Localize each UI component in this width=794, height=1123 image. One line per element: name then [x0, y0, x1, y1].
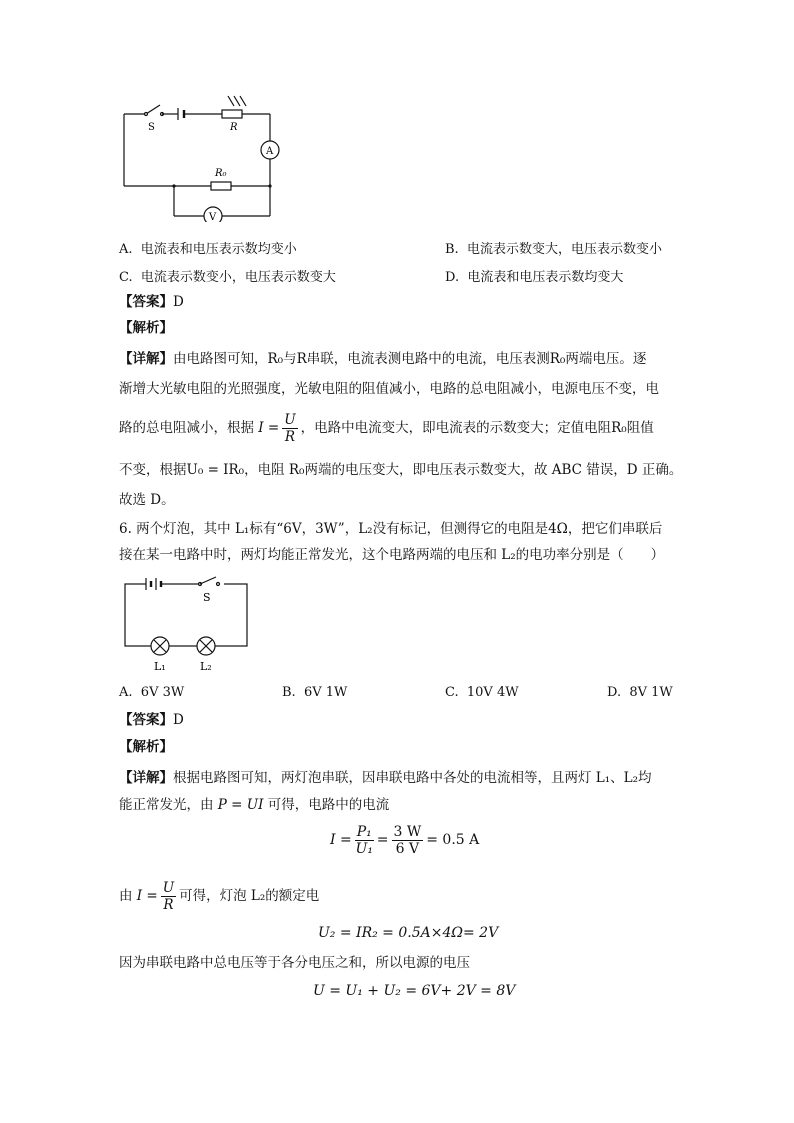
- q6-equation-current: I = $\frac{\text{P₁}}{\text{U₁}}$ = $\frac{3 W}{6 V}$ = 0.5 A: [330, 823, 480, 857]
- q6-detail-line-4: 因为串联电路中总电压等于各分电压之和，所以电源的电压: [119, 955, 470, 971]
- q5-detail-line-3: 路的总电阻减小，根据 I = $\frac{U}{R}$ ，电路中电流变大，即电流表的示数变大；定值电阻R₀阻值: [119, 412, 654, 445]
- q5-detail-line-2: 渐增大光敏电阻的光照强度，光敏电阻的阻值减小，电路的总电阻减小，电源电压不变，电: [119, 381, 659, 397]
- q5-option-d: D. 电流表和电压表示数均变大: [445, 270, 624, 285]
- q5-answer: 【答案】D: [119, 294, 184, 310]
- fixed-resistor-label: R₀: [215, 168, 227, 179]
- q6-option-b: B. 6V 1W: [282, 685, 348, 700]
- circuit-diagram-1: [118, 92, 288, 222]
- q6-detail-line-3: 由 I = $\frac{U}{R}$ 可得，灯泡 L₂的额定电: [119, 880, 320, 913]
- photoresistor-label: R: [230, 122, 238, 133]
- q6-option-d: D. 8V 1W: [607, 685, 673, 700]
- q5-option-b: B. 电流表示数变大，电压表示数变小: [445, 242, 662, 257]
- lamp2-label: L₂: [200, 660, 212, 673]
- q6-analysis-tag: 【解析】: [119, 739, 173, 755]
- q6-detail-line-2: 能正常发光，由 P = UI 可得，电路中的电流: [119, 797, 390, 813]
- q6-answer: 【答案】D: [119, 712, 184, 728]
- q5-detail-line-5: 故选 D。: [119, 492, 175, 508]
- ammeter-label: A: [266, 146, 274, 157]
- q6-option-c: C. 10V 4W: [445, 685, 519, 700]
- q5-detail-line-1: 【详解】由电路图可知，R₀与R串联，电流表测电路中的电流，电压表测R₀两端电压。逐: [119, 351, 647, 367]
- q6-stem-line-1: 6. 两个灯泡，其中 L₁标有“6V，3W”，L₂没有标记，但测得它的电阻是4Ω，把它们串联后: [119, 521, 663, 537]
- q5-detail-line-4: 不变，根据U₀ = IR₀，电阻 R₀两端的电压变大，即电压表示数变大，故 ABC 错误，D 正确。: [119, 462, 683, 478]
- q6-switch-label: S: [203, 591, 211, 604]
- q5-option-c: C. 电流表示数变小，电压表示数变大: [119, 270, 336, 285]
- q6-stem-line-2: 接在某一电路中时，两灯均能正常发光，这个电路两端的电压和 L₂的电功率分别是（ ）: [119, 547, 665, 563]
- lamp1-label: L₁: [154, 660, 166, 673]
- circuit-diagram-2: [120, 574, 255, 674]
- q6-option-a: A. 6V 3W: [119, 685, 185, 700]
- q6-detail-line-1: 【详解】根据电路图可知，两灯泡串联，因串联电路中各处的电流相等，且两灯 L₁、L₂均: [119, 770, 652, 786]
- q5-option-a: A. 电流表和电压表示数均变小: [119, 242, 297, 257]
- q6-equation-voltage-l2: U₂ = IR₂ = 0.5A×4Ω= 2V: [318, 925, 499, 941]
- q6-equation-total-voltage: U = U₁ + U₂ = 6V+ 2V = 8V: [313, 983, 516, 999]
- q5-analysis-tag: 【解析】: [119, 320, 173, 336]
- voltmeter-label: V: [209, 212, 217, 222]
- switch-label: S: [148, 122, 155, 133]
